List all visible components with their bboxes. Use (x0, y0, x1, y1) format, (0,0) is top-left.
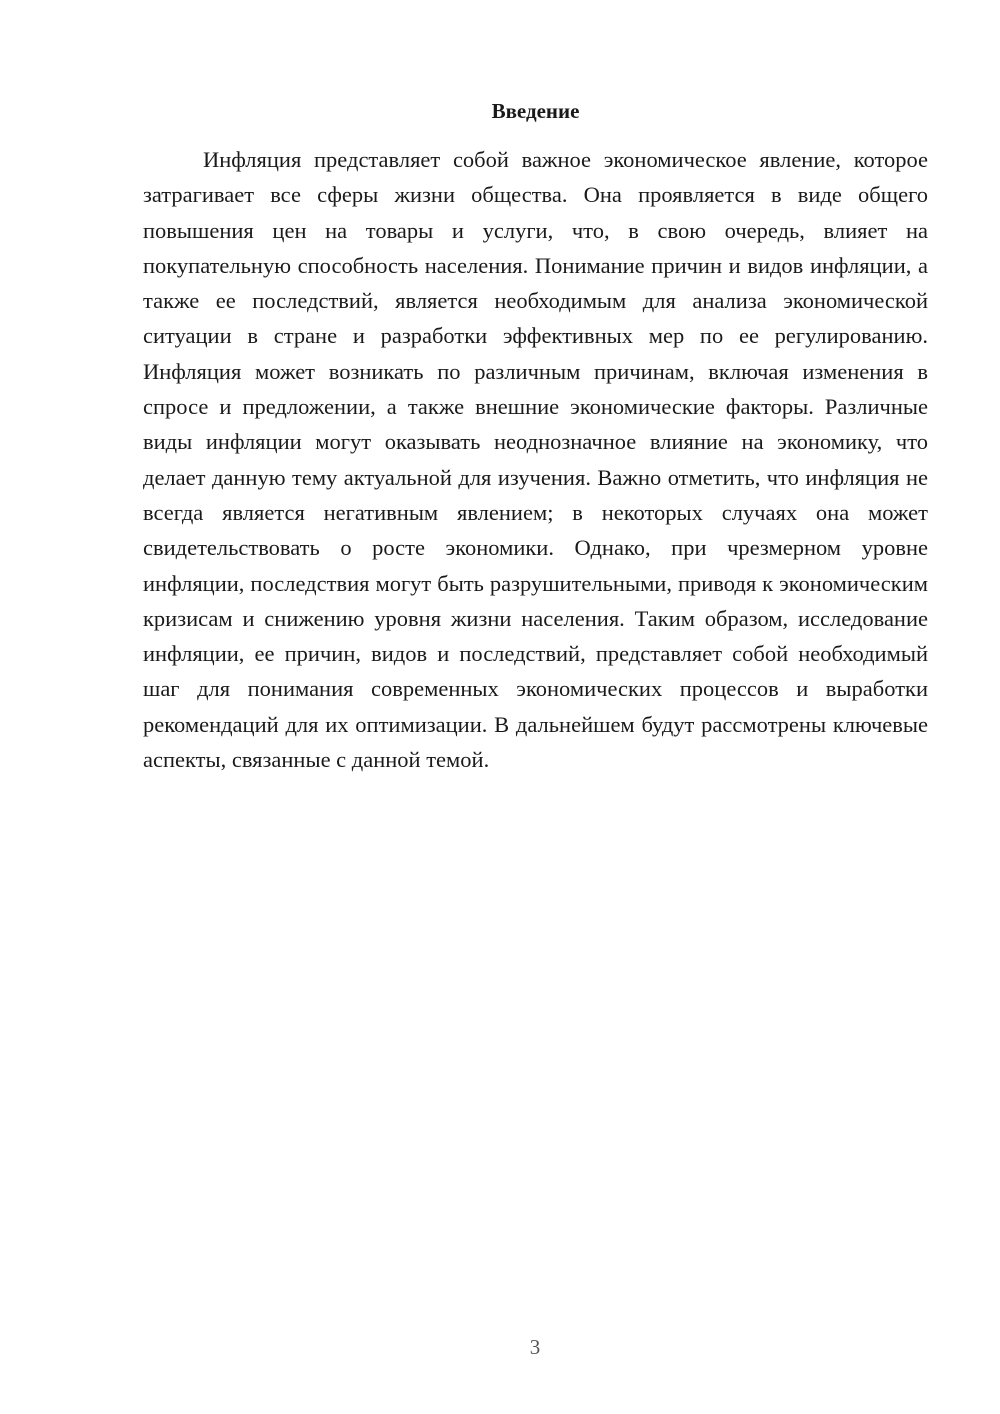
section-heading: Введение (491, 99, 580, 123)
body-paragraph: Инфляция представляет собой важное экономическое явление, которое затрагивает все сферы жизни общества. Она проявляется в виде общего повышения цен на товары и услуги, что, в свою очередь, влияет на покупательную способность населения. Понимание причин и видов инфляции, а также ее последствий, является необходимым для анализа экономической ситуации в стране и разработки эффективных мер по ее регулированию. Инфляция может возникать по различным причинам, включая изменения в спросе и предложении, а также внешние экономические факторы. Различные виды инфляции могут оказывать неоднозначное влияние на экономику, что делает данную тему актуальной для изучения. Важно отметить, что инфляция не всегда является негативным явлением; в некоторых случаях она может свидетельствовать о росте экономики. Однако, при чрезмерном уровне инфляции, последствия могут быть разрушительными, приводя к экономическим кризисам и снижению уровня жизни населения. Таким образом, исследование инфляции, ее причин, видов и последствий, представляет собой необходимый шаг для понимания современных экономических процессов и выработки рекомендаций для их оптимизации. В дальнейшем будут рассмотрены ключевые аспекты, связанные с данной темой. (143, 147, 928, 773)
page-number: 3 (529, 1335, 541, 1359)
